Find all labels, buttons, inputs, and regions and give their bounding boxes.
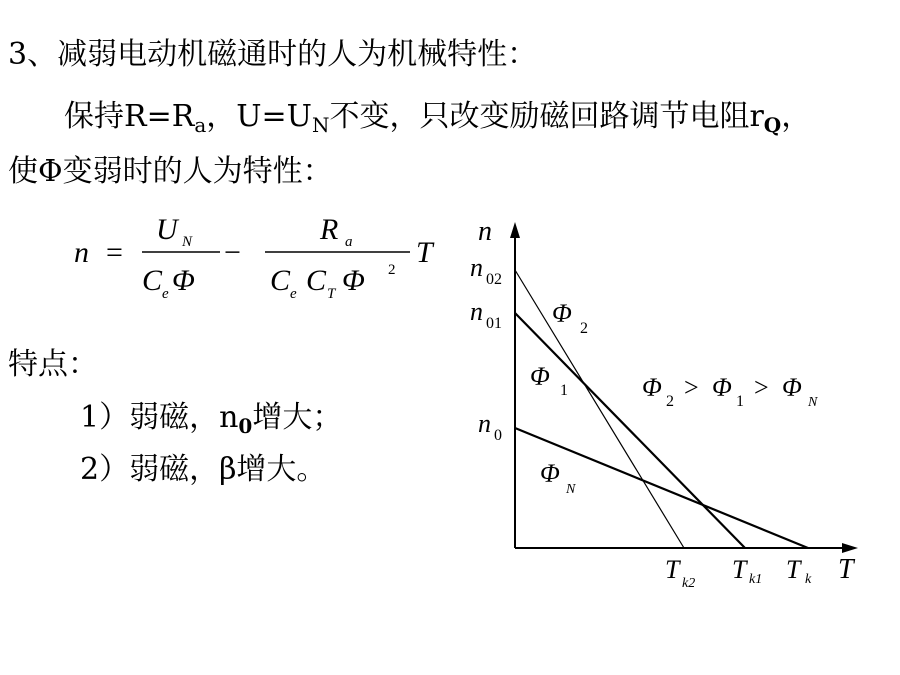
line-phi2 xyxy=(515,270,684,548)
formula-num2: R xyxy=(320,213,339,246)
formula-den2-sup: 2 xyxy=(388,262,396,278)
label-phi1: Φ xyxy=(530,362,550,391)
x-tick-tk: T xyxy=(786,555,801,584)
feature-item-1-sub: 0 xyxy=(238,414,253,438)
formula-den2b-sub: T xyxy=(327,286,336,302)
relation-c: Φ xyxy=(782,373,802,402)
relation-b-sub: 1 xyxy=(736,393,744,410)
line-phiN xyxy=(515,428,808,548)
formula-tail: T xyxy=(416,236,433,269)
mechanical-characteristics-diagram xyxy=(430,205,900,605)
y-tick-n02: n xyxy=(470,253,483,282)
x-tick-tk2: T xyxy=(665,555,680,584)
formula-num1: U xyxy=(156,213,178,246)
label-phi2-sub: 2 xyxy=(580,320,588,337)
y-tick-n01-sub: 01 xyxy=(486,315,502,332)
relation-gt-1: > xyxy=(684,373,699,402)
formula-den2b: C xyxy=(306,264,327,297)
y-tick-n0-sub: 0 xyxy=(494,427,502,444)
y-axis-arrow-icon xyxy=(510,222,520,238)
formula-num2-sub: a xyxy=(345,234,353,250)
formula-den2a: C xyxy=(270,264,291,297)
formula-den1b: Φ xyxy=(172,264,195,297)
formula-lhs: n xyxy=(74,236,89,269)
x-tick-tk1: T xyxy=(732,555,747,584)
x-tick-tk2-sub: k2 xyxy=(682,576,696,591)
intro-text-1: 保持R=R xyxy=(64,99,195,134)
relation-c-sub: N xyxy=(808,395,818,410)
label-phi2: Φ xyxy=(552,299,572,328)
formula-eq: = xyxy=(106,236,123,269)
relation-a: Φ xyxy=(642,373,662,402)
y-tick-n0: n xyxy=(478,409,491,438)
intro-line-1 xyxy=(64,99,812,137)
label-phiN-sub: N xyxy=(566,482,576,497)
formula-num1-sub: N xyxy=(182,234,193,250)
formula-den2c: Φ xyxy=(342,264,365,297)
formula-minus: − xyxy=(224,236,241,269)
intro-sub-a: a xyxy=(194,113,207,137)
feature-item-1-pre: 1）弱磁，n xyxy=(80,400,239,435)
feature-item-1-post: 增大； xyxy=(252,400,343,435)
feature-item-2: 2）弱磁，β增大。 xyxy=(80,452,327,487)
line-phi1 xyxy=(515,313,745,548)
features-title: 特点： xyxy=(8,347,98,382)
intro-sub-n: N xyxy=(311,113,330,137)
feature-item-1 xyxy=(80,400,343,438)
speed-formula xyxy=(70,212,450,312)
intro-sub-q: Q xyxy=(763,113,782,137)
intro-text-4: ， xyxy=(781,99,812,134)
intro-text-2: ，U=U xyxy=(206,99,312,134)
intro-line-2: 使Φ变弱时的人为特性： xyxy=(8,154,333,189)
formula-den1a: C xyxy=(142,264,163,297)
relation-a-sub: 2 xyxy=(666,393,674,410)
formula-den2a-sub: e xyxy=(290,286,297,302)
x-axis-label: T xyxy=(838,554,854,585)
y-tick-n02-sub: 02 xyxy=(486,271,502,288)
label-phi1-sub: 1 xyxy=(560,382,568,399)
y-axis-label: n xyxy=(478,216,492,247)
x-axis-arrow-icon xyxy=(842,543,858,553)
x-tick-tk-sub: k xyxy=(805,572,812,587)
relation-gt-2: > xyxy=(754,373,769,402)
label-phiN: Φ xyxy=(540,459,560,488)
heading: 3、减弱电动机磁通时的人为机械特性： xyxy=(8,37,538,72)
formula-den1-sub: e xyxy=(162,286,169,302)
intro-text-3: 不变，只改变励磁回路调节电阻r xyxy=(329,99,764,134)
relation-b: Φ xyxy=(712,373,732,402)
y-tick-n01: n xyxy=(470,297,483,326)
x-tick-tk1-sub: k1 xyxy=(749,572,763,587)
